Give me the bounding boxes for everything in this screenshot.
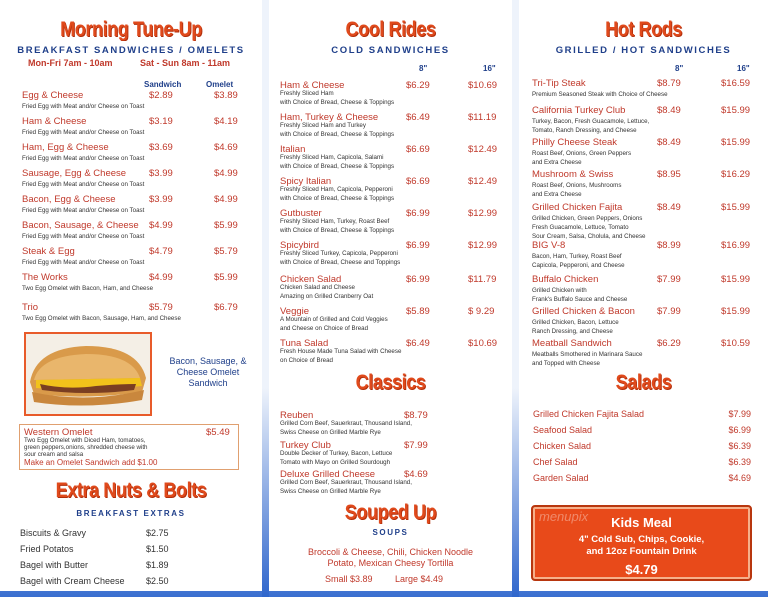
section-title-morning: Morning Tune-Up [60, 18, 202, 41]
item-desc: Freshly Sliced Ham and Turkey [280, 122, 366, 129]
salad-name: Seafood Salad [533, 425, 593, 435]
item-name: Spicy Italian [280, 176, 332, 187]
item-price-16: $11.79 [468, 274, 497, 285]
salad-name: Chicken Salad [533, 441, 592, 451]
item-desc: Fresh Guacamole, Lettuce, Tomato [532, 224, 629, 231]
item-desc: Grilled Chicken with [532, 287, 587, 294]
item-name: Deluxe Grilled Cheese [280, 469, 376, 480]
item-desc: Meatballs Smothered in Marinara Sauce [532, 351, 643, 358]
kids-meal-price: $4.79 [625, 562, 658, 577]
column-divider [262, 0, 269, 597]
item-desc: Fried Egg with Meat and/or Cheese on Toast [22, 259, 145, 266]
extra-name: Fried Potatos [20, 544, 74, 554]
item-desc: Two Egg Omelet with Bacon, Sausage, Ham, and Cheese [22, 315, 181, 322]
item-desc: Bacon, Ham, Turkey, Roast Beef [532, 253, 622, 260]
item-desc: Freshly Sliced Ham [280, 90, 334, 97]
photo-caption: Bacon, Sausage, & Cheese Omelet Sandwich [169, 356, 247, 388]
item-desc: Double Decker of Turkey, Bacon, Lettuce [280, 450, 393, 457]
cold-sandwich-column [269, 0, 512, 591]
item-price-omelet: $5.99 [214, 272, 238, 283]
soup-list-line: Broccoli & Cheese, Chili, Chicken Noodle [307, 547, 474, 557]
item-price-16: $10.69 [468, 338, 498, 349]
item-desc: Grilled Chicken, Green Peppers, Onions [532, 215, 643, 222]
item-price-16: $15.99 [721, 274, 751, 285]
sandwich-image-icon [26, 334, 150, 414]
kids-meal-line: 4" Cold Sub, Chips, Cookie, [578, 534, 705, 545]
item-price-8: $5.89 [406, 306, 430, 317]
section-subtitle-hot: GRILLED / HOT SANDWICHES [555, 45, 732, 56]
item-desc: with Choice of Bread, Cheese & Toppings [280, 195, 395, 202]
column-divider [512, 0, 519, 597]
item-desc: with Choice of Bread, Cheese & Toppings [280, 99, 395, 106]
item-price-8: $6.49 [406, 338, 430, 349]
western-omelet-box [19, 424, 239, 470]
item-price-omelet: $4.99 [214, 194, 238, 205]
item-name: The Works [22, 272, 68, 283]
item-price: $7.99 [404, 440, 428, 451]
item-desc: Two Egg Omelet with Diced Ham, tomatoes, [24, 437, 146, 444]
item-desc: Amazing on Grilled Cranberry Oat [280, 293, 374, 300]
item-price: $5.49 [206, 427, 230, 438]
extra-price: $1.50 [146, 544, 169, 554]
section-subtitle-soups: SOUPS [372, 528, 409, 537]
item-price-16: $16.99 [721, 240, 751, 251]
item-desc: Premium Seasoned Steak with Choice of Cheese [532, 91, 668, 98]
item-name: Ham, Turkey & Cheese [280, 112, 379, 123]
soup-small-price: Small $3.89 [325, 574, 373, 584]
item-price-sandwich: $4.79 [149, 246, 173, 257]
item-price-16: $12.99 [468, 208, 498, 219]
salad-price: $4.69 [728, 473, 751, 483]
item-desc: on Choice of Bread [280, 357, 333, 364]
item-price-8: $6.49 [406, 112, 430, 123]
omelet-sandwich-photo [24, 332, 152, 416]
item-desc: Fried Egg with Meat and/or Cheese on Toast [22, 129, 145, 136]
size-16-inch: 16" [483, 64, 496, 73]
item-price-8: $6.99 [406, 240, 430, 251]
item-price-sandwich: $3.69 [149, 142, 173, 153]
kids-meal-line: and 12oz Fountain Drink [586, 546, 697, 557]
item-price-sandwich: $3.19 [149, 116, 173, 127]
salad-price: $6.99 [728, 425, 751, 435]
item-price-omelet: $5.79 [214, 246, 238, 257]
item-name: Western Omelet [24, 427, 93, 438]
item-price-16: $16.59 [721, 78, 751, 89]
item-desc: Grilled Corn Beef, Sauerkraut, Thousand Island, [280, 479, 412, 486]
item-desc: with Choice of Bread, Cheese and Toppings [280, 259, 401, 266]
item-desc: Ranch Dressing, and Cheese [532, 328, 613, 335]
item-name: Veggie [280, 306, 310, 317]
item-price-8: $6.69 [406, 176, 430, 187]
extra-name: Bagel with Cream Cheese [20, 576, 125, 586]
section-subtitle-breakfast: BREAKFAST SANDWICHES / OMELETS [17, 45, 245, 56]
item-name: Ham & Cheese [280, 80, 345, 91]
item-name: California Turkey Club [532, 105, 626, 116]
item-desc: with Choice of Bread, Cheese & Toppings [280, 163, 395, 170]
item-desc: and Extra Cheese [532, 191, 582, 198]
item-price-sandwich: $5.79 [149, 302, 173, 313]
kids-meal-title: Kids Meal [611, 515, 672, 530]
item-name: Bacon, Sausage, & Cheese [22, 220, 139, 231]
item-desc: Freshly Sliced Ham, Turkey, Roast Beef [280, 218, 390, 225]
item-desc: Turkey, Bacon, Fresh Guacamole, Lettuce, [532, 118, 650, 125]
item-price-16: $12.99 [468, 240, 498, 251]
item-price-8: $7.99 [657, 306, 681, 317]
item-desc: and Extra Cheese [532, 159, 582, 166]
item-desc: Sour Cream, Salsa, Cholula, and Cheese [532, 233, 646, 240]
item-price-8: $7.99 [657, 274, 681, 285]
item-price-16: $16.29 [721, 169, 751, 180]
item-name: Turkey Club [280, 440, 331, 451]
item-price-sandwich: $4.99 [149, 272, 173, 283]
salad-name: Grilled Chicken Fajita Salad [533, 409, 645, 419]
kids-meal-box [531, 505, 752, 581]
item-desc: sour cream and salsa [24, 451, 84, 458]
item-desc: Swiss Cheese on Grilled Marble Rye [280, 488, 381, 495]
item-name: Philly Cheese Steak [532, 137, 618, 148]
item-name: Spicybird [280, 240, 320, 251]
col-head-sandwich: Sandwich [144, 80, 182, 89]
salad-name: Chef Salad [533, 457, 578, 467]
section-title-salads: Salads [615, 371, 672, 394]
item-price-8: $6.29 [406, 80, 430, 91]
section-subtitle-extras: BREAKFAST EXTRAS [76, 509, 186, 518]
item-desc: and Topped with Cheese [532, 360, 600, 367]
item-name: Egg & Cheese [22, 90, 84, 101]
item-desc: Fried Egg with Meat and/or Cheese on Toast [22, 155, 145, 162]
watermark: menupix [539, 509, 589, 524]
item-desc: Freshly Sliced Ham, Capicola, Salami [280, 154, 384, 161]
extra-price: $2.50 [146, 576, 169, 586]
item-desc: with Choice of Bread, Cheese & Toppings [280, 131, 395, 138]
item-desc: Freshly Sliced Ham, Capicola, Pepperoni [280, 186, 393, 193]
item-price-8: $6.99 [406, 208, 430, 219]
item-name: Grilled Chicken & Bacon [532, 306, 635, 317]
salad-price: $7.99 [728, 409, 751, 419]
item-name: Chicken Salad [280, 274, 342, 285]
size-8-inch: 8" [419, 64, 428, 73]
item-name: Steak & Egg [22, 246, 75, 257]
item-price-omelet: $4.69 [214, 142, 238, 153]
item-name: Grilled Chicken Fajita [532, 202, 623, 213]
item-name: Bacon, Egg & Cheese [22, 194, 116, 205]
section-title-cool-rides: Cool Rides [345, 18, 436, 41]
item-name: Tuna Salad [280, 338, 329, 349]
item-desc: Capicola, Pepperoni, and Cheese [532, 262, 625, 269]
item-desc: Fried Egg with Meat and/or Cheese on Toast [22, 207, 145, 214]
section-title-hot-rods: Hot Rods [605, 18, 682, 41]
item-price: $8.79 [404, 410, 428, 421]
item-price-sandwich: $3.99 [149, 194, 173, 205]
item-price-8: $6.99 [406, 274, 430, 285]
item-desc: Freshly Sliced Turkey, Capicola, Pepperoni [280, 250, 398, 257]
item-price-16: $15.99 [721, 105, 751, 116]
section-subtitle-cold: COLD SANDWICHES [331, 45, 450, 56]
section-title-classics: Classics [355, 371, 426, 394]
item-price-16: $15.99 [721, 202, 751, 213]
extra-name: Biscuits & Gravy [20, 528, 87, 538]
item-name: Tri-Tip Steak [532, 78, 586, 89]
item-price-sandwich: $4.99 [149, 220, 173, 231]
col-head-omelet: Omelet [206, 80, 234, 89]
soup-large-price: Large $4.49 [395, 574, 444, 584]
item-name: Meatball Sandwich [532, 338, 612, 349]
item-desc: Swiss Cheese on Grilled Marble Rye [280, 429, 381, 436]
section-title-extras: Extra Nuts & Bolts [55, 479, 207, 502]
item-price-16: $12.49 [468, 176, 498, 187]
item-desc: Grilled Corn Beef, Sauerkraut, Thousand Island, [280, 420, 412, 427]
item-price-omelet: $4.99 [214, 168, 238, 179]
hot-sandwich-column [519, 0, 768, 591]
item-price-8: $6.69 [406, 144, 430, 155]
item-price-8: $8.79 [657, 78, 681, 89]
item-name: Buffalo Chicken [532, 274, 599, 285]
hours-weekday: Mon-Fri 7am - 10am [28, 58, 113, 68]
item-desc: and Cheese on Choice of Bread [280, 325, 369, 332]
item-price-8: $8.95 [657, 169, 681, 180]
item-price-8: $8.49 [657, 202, 681, 213]
extra-name: Bagel with Butter [20, 560, 89, 570]
item-desc: Fresh House Made Tuna Salad with Cheese [280, 348, 402, 355]
item-price-8: $8.49 [657, 105, 681, 116]
item-name: Reuben [280, 410, 314, 421]
item-desc: green peppers,onions, shredded cheese with [24, 444, 148, 451]
section-title-souped-up: Souped Up [344, 501, 437, 524]
item-desc: Tomato, Ranch Dressing, and Cheese [532, 127, 637, 134]
item-price-16: $15.99 [721, 137, 751, 148]
item-price-omelet: $4.19 [214, 116, 238, 127]
item-name: Mushroom & Swiss [532, 169, 614, 180]
item-desc: Fried Egg with Meat and/or Cheese on Toast [22, 181, 145, 188]
item-name: Ham, Egg & Cheese [22, 142, 109, 153]
size-8-inch: 8" [675, 64, 684, 73]
item-desc: Roast Beef, Onions, Mushrooms [532, 182, 622, 189]
item-price-16: $11.19 [468, 112, 497, 123]
omelet-sandwich-note: Make an Omelet Sandwich add $1.00 [24, 458, 158, 467]
item-price-16: $10.69 [468, 80, 498, 91]
item-price-8: $6.29 [657, 338, 681, 349]
hours-weekend: Sat - Sun 8am - 11am [140, 58, 231, 68]
size-16-inch: 16" [737, 64, 750, 73]
item-price-sandwich: $3.99 [149, 168, 173, 179]
item-name: Ham & Cheese [22, 116, 87, 127]
item-name: BIG V-8 [532, 240, 566, 251]
item-desc: Grilled Chicken, Bacon, Lettuce [532, 319, 619, 326]
item-desc: Fried Egg with Meat and/or Cheese on Toast [22, 103, 145, 110]
salad-price: $6.39 [728, 441, 751, 451]
item-price-8: $8.99 [657, 240, 681, 251]
item-price-omelet: $5.99 [214, 220, 238, 231]
breakfast-column [0, 0, 262, 591]
soup-list-line: Potato, Mexican Cheesy Tortilla [327, 558, 454, 568]
item-price-16: $12.49 [468, 144, 498, 155]
item-desc: with Choice of Bread, Cheese & Toppings [280, 227, 395, 234]
item-price-16: $ 9.29 [468, 306, 495, 317]
item-name: Trio [22, 302, 39, 313]
item-price-omelet: $6.79 [214, 302, 238, 313]
item-price-8: $8.49 [657, 137, 681, 148]
salad-name: Garden Salad [533, 473, 589, 483]
extra-price: $1.89 [146, 560, 169, 570]
item-price-16: $10.59 [721, 338, 751, 349]
item-desc: Frank's Buffalo Sauce and Cheese [532, 296, 628, 303]
item-name: Italian [280, 144, 306, 155]
item-name: Gutbuster [280, 208, 322, 219]
extra-price: $2.75 [146, 528, 169, 538]
item-desc: Two Egg Omelet with Bacon, Ham, and Cheese [22, 285, 154, 292]
item-desc: Fried Egg with Meat and/or Cheese on Toast [22, 233, 145, 240]
item-desc: Roast Beef, Onions, Green Peppers [532, 150, 632, 157]
item-name: Sausage, Egg & Cheese [22, 168, 127, 179]
item-desc: Tomato with Mayo on Grilled Sourdough [280, 459, 391, 466]
item-price-sandwich: $2.89 [149, 90, 173, 101]
item-price: $4.69 [404, 469, 428, 480]
salad-price: $6.39 [728, 457, 751, 467]
item-desc: A Mountain of Grilled and Cold Veggies [280, 316, 388, 323]
item-price-omelet: $3.89 [214, 90, 238, 101]
item-price-16: $15.99 [721, 306, 751, 317]
item-desc: Chicken Salad and Cheese [280, 284, 355, 291]
